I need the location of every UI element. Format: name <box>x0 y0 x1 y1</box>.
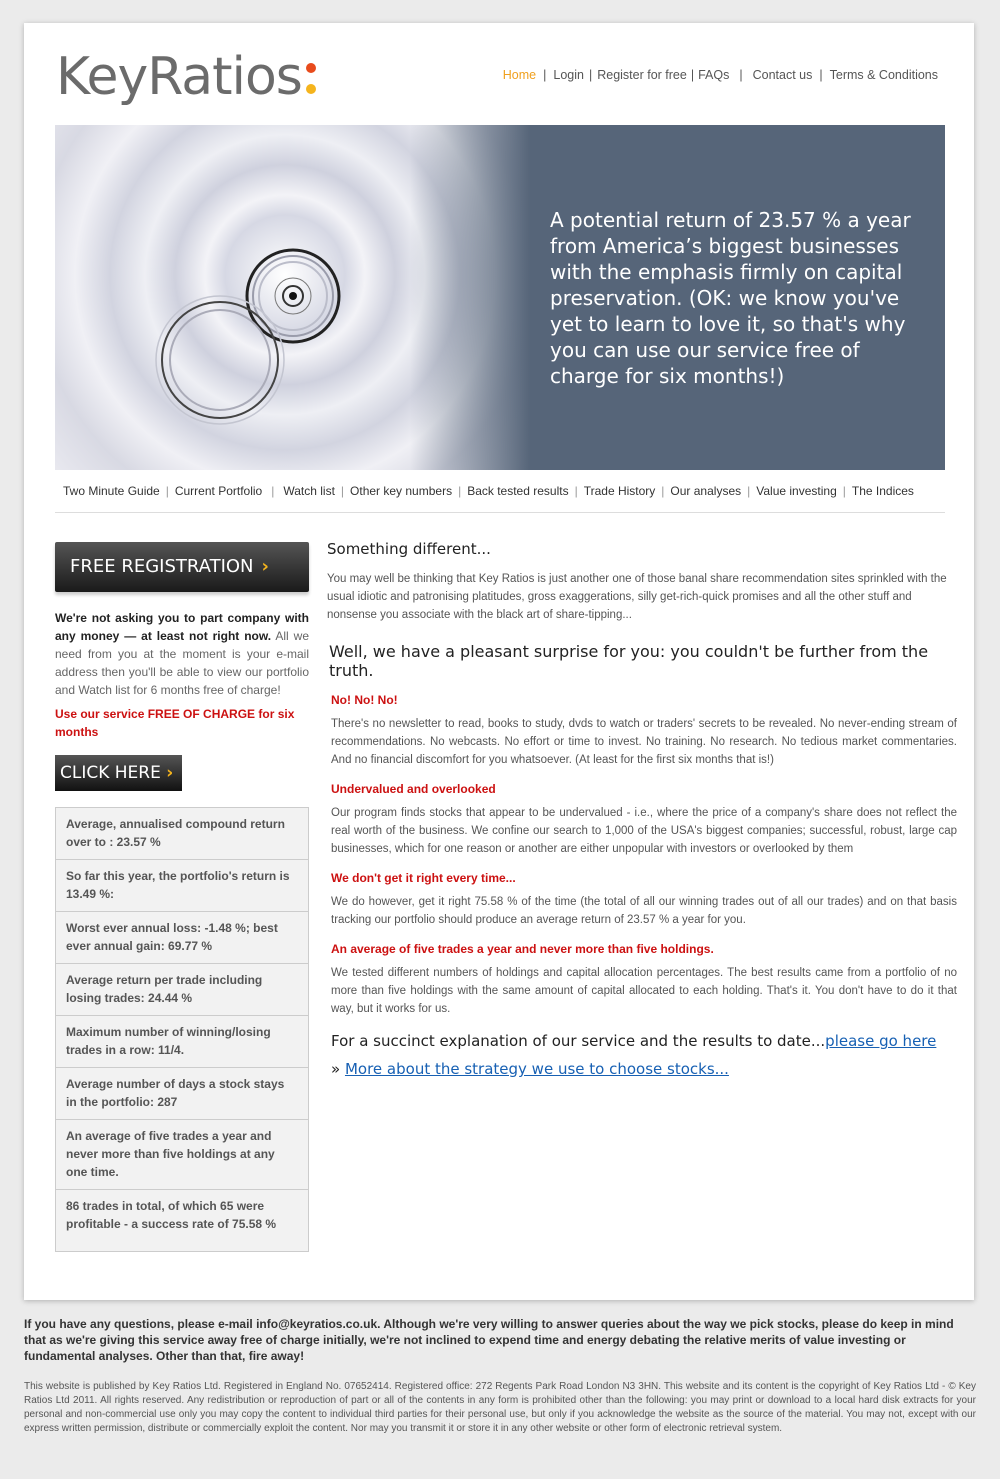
left-sidebar <box>55 542 309 1252</box>
chevron-right-icon: › <box>166 763 174 783</box>
subnav-trade-history[interactable]: Trade History <box>583 484 656 498</box>
free-registration-button[interactable] <box>55 542 309 592</box>
feature-body: There's no newsletter to read, books to study, dvds to watch or traders' secrets to be revealed. No never-ending stream of recommendations. No webcasts. No effort or time to invest. No training. No research. No tedious market commentaries. And no financial discomfort for you whatsoever. (At least for the first six months that is!) <box>331 718 957 766</box>
feature-body: We do however, get it right 75.58 % of the time (the total of all our winning trades out of all our trades) and on that basis tracking our portfolio should produce an average return of 23.57 % a year for you. <box>331 896 957 926</box>
succinct-text: For a succinct explanation of our service and the results to date... <box>331 1032 826 1050</box>
subnav-current-portfolio[interactable]: Current Portfolio <box>174 484 263 498</box>
subnav-back-tested-results[interactable]: Back tested results <box>467 484 569 498</box>
main-content <box>327 540 957 1078</box>
registration-intro-bold: We're not asking you to part company with any money — at least not right now. <box>55 611 309 643</box>
nav-terms-link[interactable]: Terms & Conditions <box>829 68 938 82</box>
subnav-the-indices[interactable]: The Indices <box>851 484 914 498</box>
feature-section <box>327 782 957 858</box>
free-of-charge-notice: Use our service FREE OF CHARGE for six months <box>55 707 295 739</box>
footer-questions: If you have any questions, please e-mail info@keyratios.co.uk. Although we're very willing to answer queries about the way we pick stocks, please do keep in mind that as we're giving this service away free of charge initially, we're not inclined to expend time and energy debating the relative merits of value investing or fundamental analyses. Other than that, fire away! <box>24 1317 954 1363</box>
hero-tagline: A potential return of 23.57 % a year from America’s biggest businesses with the emphasis firmly on capital preservation. (OK: we know you've yet to learn to love it, so that's why you can use our service free of charge for six months!) <box>550 208 911 388</box>
click-here-button[interactable] <box>55 755 182 791</box>
ripple-rings-graphic <box>55 125 530 470</box>
nav-home-link[interactable]: Home <box>502 68 537 82</box>
feature-title: We don't get it right every time... <box>331 871 516 885</box>
more-strategy <box>327 1060 957 1078</box>
subnav-our-analyses[interactable]: Our analyses <box>670 484 742 498</box>
stat-item: An average of five trades a year and never more than five holdings at any one time. <box>56 1120 308 1190</box>
intro-paragraph: You may well be thinking that Key Ratios is just another one of those banal share recommendation sites sprinkled with the usual idiotic and patronising platitudes, gross exaggerations, silly get-rich-quick promises and all the other stuff and nonsense you associate with the black art of share-tipping... <box>327 573 947 621</box>
registration-intro-rest: All we need from you at the moment is your e-mail address then you'll be able to view our portfolio and Watch list for 6 months free of charge! <box>55 629 309 697</box>
top-navigation: Home | Login | Register for free | FAQs | Contact us | Terms & Conditions <box>502 68 938 82</box>
feature-title: No! No! No! <box>331 693 398 707</box>
nav-login-link[interactable]: Login <box>553 68 584 82</box>
portfolio-stats-box <box>55 807 309 1252</box>
stat-item: Maximum number of winning/losing trades in a row: 11/4. <box>56 1016 308 1068</box>
nav-register-link[interactable]: Register for free <box>597 68 687 82</box>
keyratios-logo[interactable] <box>56 47 317 107</box>
chevron-right-icon: › <box>261 556 269 577</box>
succinct-explanation <box>327 1032 957 1050</box>
feature-section <box>327 871 957 929</box>
subnav-two-minute-guide[interactable]: Two Minute Guide <box>63 484 160 498</box>
stat-item: Average return per trade including losing trades: 24.44 % <box>56 964 308 1016</box>
section-heading: Something different... <box>327 540 491 558</box>
subnav-value-investing[interactable]: Value investing <box>756 484 837 498</box>
feature-title: An average of five trades a year and never more than five holdings. <box>331 942 714 956</box>
feature-title: Undervalued and overlooked <box>331 782 496 796</box>
hero-banner <box>55 125 945 470</box>
logo-text: KeyRatios <box>56 47 302 107</box>
nav-faqs-link[interactable]: FAQs <box>698 68 730 82</box>
logo-colon-icon <box>305 47 317 87</box>
registration-intro <box>55 609 309 699</box>
stat-item: 86 trades in total, of which 65 were profitable - a success rate of 75.58 % <box>66 1199 277 1231</box>
stat-item: So far this year, the portfolio's return is 13.49 %: <box>56 860 308 912</box>
surprise-heading: Well, we have a pleasant surprise for you: you couldn't be further from the truth. <box>329 642 929 680</box>
subnav-other-key-numbers[interactable]: Other key numbers <box>350 484 453 498</box>
feature-body: Our program finds stocks that appear to be undervalued - i.e., where the price of a company's share does not reflect the real worth of the business. We confine our search to 1,000 of the USA's biggest companies; successful, robust, large cap businesses, which for one reason or another are either unpopular with investors or overlooked by them <box>331 807 957 855</box>
please-go-here-link[interactable]: please go here <box>825 1032 937 1050</box>
stat-item: Average, annualised compound return over to : 23.57 % <box>56 808 308 860</box>
subnav-watch-list[interactable]: Watch list <box>283 484 335 498</box>
nav-contact-link[interactable]: Contact us <box>752 68 813 82</box>
double-chevron-icon: » <box>331 1060 341 1078</box>
strategy-link[interactable]: More about the strategy we use to choose stocks... <box>344 1060 729 1078</box>
stat-item: Worst ever annual loss: -1.48 %; best ever annual gain: 69.77 % <box>56 912 308 964</box>
free-registration-label: FREE REGISTRATION <box>70 556 254 577</box>
content-card <box>24 23 974 1300</box>
feature-section <box>327 942 957 1018</box>
footer-legal: This website is published by Key Ratios Ltd. Registered in England No. 07652414. Registered office: 272 Regents Park Road London N3 3HN. This website and its content is the copyright of Key Ratios Ltd - © Key Ratios Ltd 2011. All rights reserved. Any redistribution or reproduction of part or all of the contents in any form is prohibited other than the following: you may print or download to a local hard disk extracts for your personal and non-commercial use only you may copy the content to individual third parties for their personal use, but only if you acknowledge the website as the source of the material. You may not, except with our express written permission, distribute or commercially exploit the content. Nor may you transmit it or store it in any other website or other form of electronic retrieval system. <box>24 1381 976 1434</box>
feature-body: We tested different numbers of holdings and capital allocation percentages. The best results came from a portfolio of no more than five holdings with the same amount of capital allocated to each holding. That's it. You don't have to do it that way, but it works for us. <box>331 967 957 1015</box>
stat-item: Average number of days a stock stays in the portfolio: 287 <box>56 1068 308 1120</box>
click-here-label: CLICK HERE <box>60 763 161 783</box>
feature-section <box>327 693 957 769</box>
secondary-navigation: Two Minute Guide | Current Portfolio | Watch list | Other key numbers | Back tested results | Trade History | Our analyses | Value investing | The Indices <box>55 478 945 513</box>
